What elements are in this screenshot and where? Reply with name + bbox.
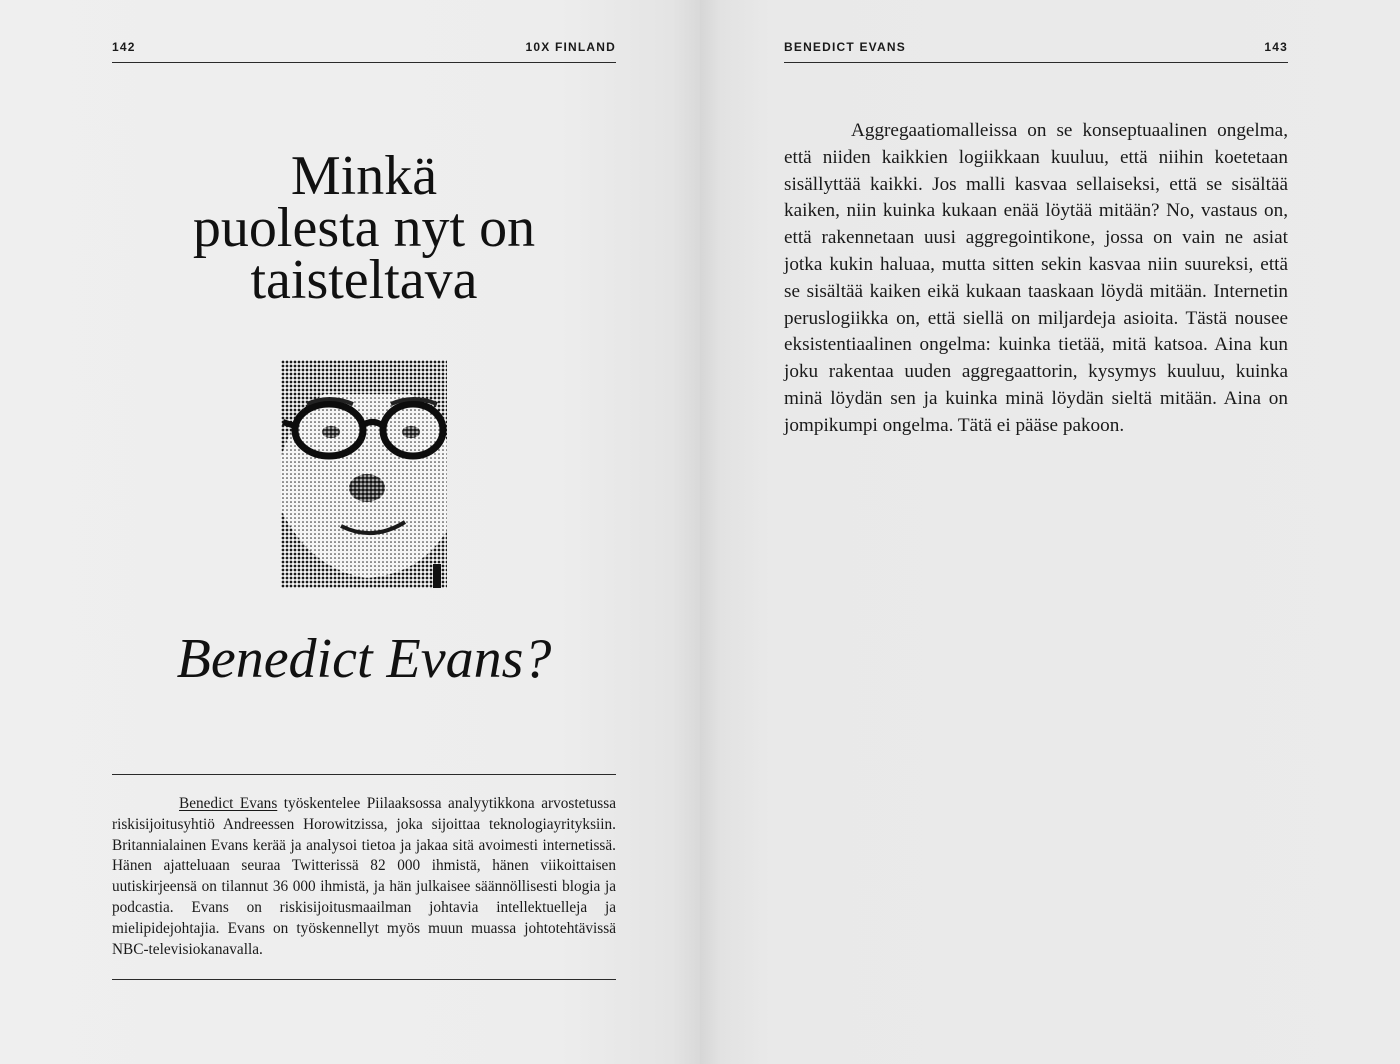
running-head-right <box>784 40 1288 63</box>
bio-paragraph <box>112 794 616 960</box>
page-number-left: 142 <box>112 40 136 54</box>
portrait-photo <box>281 360 447 588</box>
title-line: puolesta nyt on <box>192 197 536 259</box>
author-bio <box>112 774 616 980</box>
running-title-left: 10X FINLAND <box>525 40 616 54</box>
page-number-right: 143 <box>1264 40 1288 54</box>
bio-name-link[interactable]: Benedict Evans <box>179 795 278 812</box>
running-title-right: BENEDICT EVANS <box>784 40 906 54</box>
title-line: taisteltava <box>250 249 478 311</box>
article-title <box>112 145 616 311</box>
running-head-left <box>112 40 616 63</box>
body-paragraph: Aggregaatiomalleissa on se konseptuaalinen ongelma, että niiden kaikkien logiikkaan kuuluu, että niihin koetetaan sisällyttää kaikki. Jos malli kasvaa sellaiseksi, että se sisältää kaiken, niin kuinka kukaan enää löytää mitään? No, vastaus on, että rakennetaan uusi aggregointikone, jossa on vain ne asiat jotka kukin haluaa, mutta sitten sekin kasvaa niin suureksi, että se sisältää kaiken eikä kukaan taaskaan löydä mitään. Internetin peruslogiikka on, että siellä on miljardeja asioita. Tästä nousee eksistentiaalinen ongelma: kuinka tietää, mitä katsoa. Aina kun joku rakentaa uuden aggregaattorin, kysymys kuuluu, kuinka minä löydän sen ja kuinka minä löydän sieltä mitään. Aina on jompikumpi ongelma. Tätä ei pääse pakoon. <box>784 120 1288 436</box>
title-line: Minkä <box>290 145 438 207</box>
right-page <box>700 0 1400 1064</box>
subject-name: Benedict Evans? <box>176 628 552 690</box>
bio-text: työskentelee Piilaaksossa analyytikkona arvostetussa riskisijoitusyhtiö Andreessen Horowitzissa, joka sijoittaa teknologiayrityksiin. Britannialainen Evans kerää ja analysoi tietoa ja jakaa sitä avoimesti internetissä. Hänen ajatteluaan seuraa Twitterissä 82 000 ihmistä, hänen viikoittaisen uutiskirjeensä on tilannut 36 000 ihmistä, ja hän julkaisee säännöllisesti blogia ja podcastia. Evans on riskisijoitusmaailman johtavia intellektuelleja ja mielipidejohtajia. Evans on työskennellyt myös muun muassa johtotehtävissä NBC-televisiokanavalla. <box>112 795 617 958</box>
